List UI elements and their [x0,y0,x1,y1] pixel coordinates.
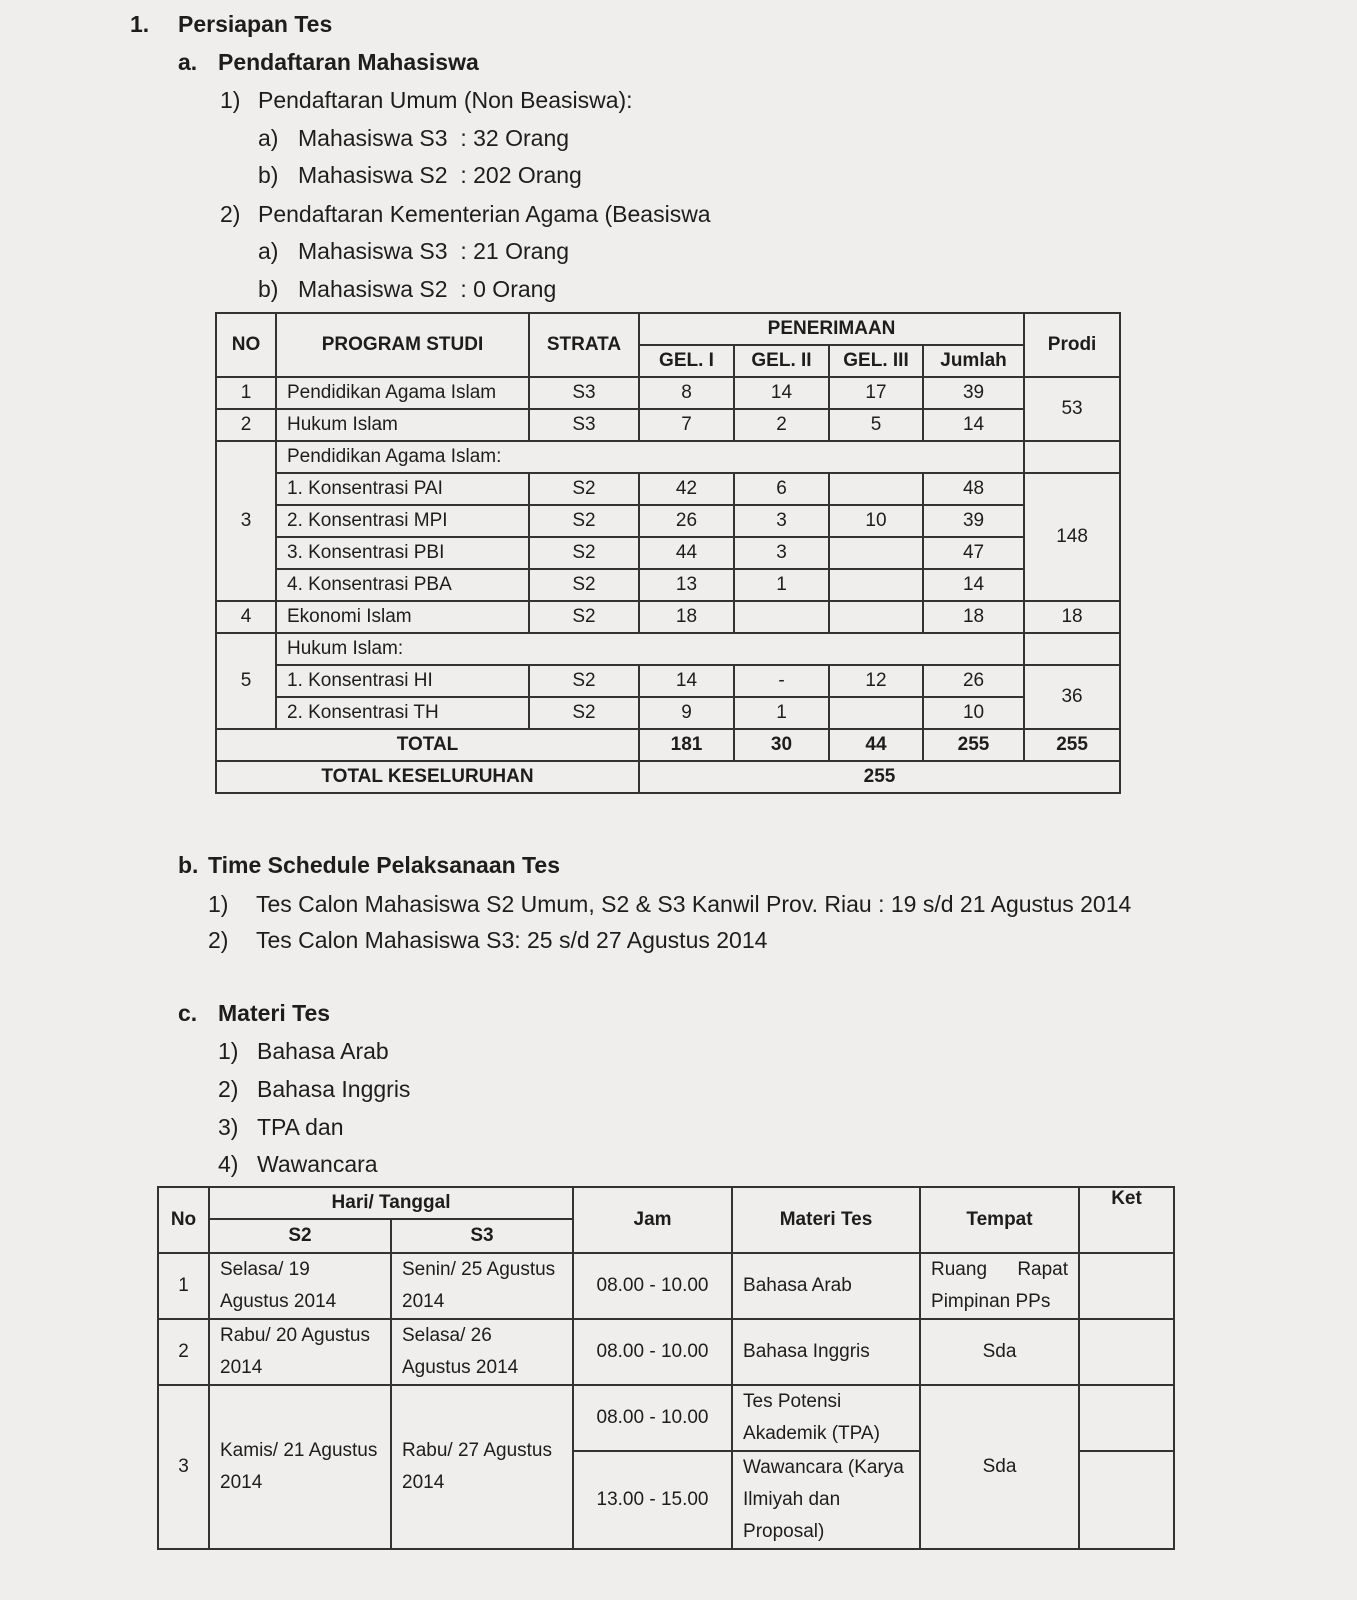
list-item: Bahasa Inggris [257,1076,411,1102]
header-gel3: GEL. III [829,345,923,377]
list-number: a) [258,238,279,264]
header-s2: S2 [209,1219,391,1253]
cell-gel2: 1 [734,569,829,601]
header-prodi: Prodi [1024,313,1120,377]
cell-ket [1079,1451,1174,1549]
table-row [216,569,1120,601]
cell-program: Ekonomi Islam [276,601,529,633]
cell-gel3: 12 [829,665,923,697]
list-number: a) [258,125,279,151]
cell-strata: S3 [529,377,639,409]
cell-ket [1079,1253,1174,1319]
cell-gel3 [829,537,923,569]
cell-gel2: 1 [734,697,829,729]
header-no: No [158,1187,209,1253]
grand-total-row [216,761,1120,793]
header-ket: Ket [1079,1187,1174,1253]
list-number: 2) [220,201,241,227]
table-row [216,473,1120,505]
cell-jumlah: 18 [923,601,1024,633]
cell-prodi: 36 [1024,665,1120,729]
cell-tempat: Sda [920,1385,1079,1549]
cell-strata: S2 [529,537,639,569]
table-row [216,697,1120,729]
cell-strata: S2 [529,473,639,505]
cell-jam: 08.00 - 10.00 [573,1319,732,1385]
header-jumlah: Jumlah [923,345,1024,377]
cell-gel3 [829,473,923,505]
table-row [216,441,1120,473]
table-row [158,1319,1174,1385]
list-number: 2) [208,927,229,953]
cell-program: 4. Konsentrasi PBA [276,569,529,601]
subsection-c-number: c. [178,1000,198,1026]
list-number: b) [258,162,279,188]
cell-program: Hukum Islam [276,409,529,441]
cell-jam: 08.00 - 10.00 [573,1385,732,1451]
cell-jam: 08.00 - 10.00 [573,1253,732,1319]
header-penerimaan: PENERIMAAN [639,313,1024,345]
list-number: b) [258,276,279,302]
cell-no: 3 [216,441,276,601]
cell-gel3 [829,601,923,633]
cell-materi: Bahasa Inggris [732,1319,920,1385]
cell-prodi-empty [1024,633,1120,665]
admissions-table [215,312,1121,794]
cell-jumlah: 39 [923,505,1024,537]
cell-jumlah: 14 [923,409,1024,441]
list-item: Mahasiswa S2 : 202 Orang [298,162,582,188]
cell-no: 2 [216,409,276,441]
cell-prodi: 18 [1024,601,1120,633]
cell-no: 1 [158,1253,209,1319]
cell-gel2: 14 [734,377,829,409]
cell-gel3 [829,697,923,729]
subsection-b-title: Time Schedule Pelaksanaan Tes [208,852,560,878]
total-gel3: 44 [829,729,923,761]
cell-program: Pendidikan Agama Islam [276,377,529,409]
list-item: Mahasiswa S3 : 32 Orang [298,125,570,151]
cell-materi: Bahasa Arab [732,1253,920,1319]
cell-jumlah: 48 [923,473,1024,505]
header-no: NO [216,313,276,377]
list-number: 3) [218,1114,239,1140]
cell-no: 1 [216,377,276,409]
total-jumlah: 255 [923,729,1024,761]
cell-tempat: Ruang Rapat Pimpinan PPs [920,1253,1079,1319]
list-item: Tes Calon Mahasiswa S3: 25 s/d 27 Agustus 2014 [256,927,768,953]
cell-s2-date: Rabu/ 20 Agustus 2014 [209,1319,391,1385]
total-label: TOTAL [216,729,639,761]
cell-ket [1079,1319,1174,1385]
cell-program-group: Pendidikan Agama Islam: [276,441,1024,473]
cell-gel1: 9 [639,697,734,729]
header-materi: Materi Tes [732,1187,920,1253]
cell-strata: S2 [529,601,639,633]
list-item: Wawancara [257,1151,378,1177]
table-row [216,377,1120,409]
cell-jumlah: 26 [923,665,1024,697]
cell-gel3: 17 [829,377,923,409]
list-number: 4) [218,1151,239,1177]
list-item: Tes Calon Mahasiswa S2 Umum, S2 & S3 Kanwil Prov. Riau : 19 s/d 21 Agustus 2014 [256,891,1132,917]
cell-s3-date: Rabu/ 27 Agustus 2014 [391,1385,573,1549]
cell-materi: Tes Potensi Akademik (TPA) [732,1385,920,1451]
total-gel2: 30 [734,729,829,761]
cell-prodi: 53 [1024,377,1120,441]
header-strata: STRATA [529,313,639,377]
cell-jumlah: 39 [923,377,1024,409]
cell-gel1: 18 [639,601,734,633]
cell-jam: 13.00 - 15.00 [573,1451,732,1549]
subsection-c-title: Materi Tes [218,1000,331,1026]
cell-strata: S3 [529,409,639,441]
cell-program: 1. Konsentrasi PAI [276,473,529,505]
list-number: 1) [218,1038,239,1064]
cell-strata: S2 [529,697,639,729]
cell-no: 2 [158,1319,209,1385]
cell-gel1: 44 [639,537,734,569]
section-number: 1. [130,11,150,37]
cell-jumlah: 14 [923,569,1024,601]
cell-program: 1. Konsentrasi HI [276,665,529,697]
header-program: PROGRAM STUDI [276,313,529,377]
cell-s2-date: Kamis/ 21 Agustus 2014 [209,1385,391,1549]
cell-ket [1079,1385,1174,1451]
cell-program-group: Hukum Islam: [276,633,1024,665]
cell-s3-date: Selasa/ 26 Agustus 2014 [391,1319,573,1385]
cell-tempat: Sda [920,1319,1079,1385]
cell-gel2: - [734,665,829,697]
list-number: 1) [208,891,229,917]
cell-strata: S2 [529,665,639,697]
cell-strata: S2 [529,569,639,601]
cell-s2-date: Selasa/ 19 Agustus 2014 [209,1253,391,1319]
cell-gel2: 3 [734,505,829,537]
list-item: Pendaftaran Kementerian Agama (Beasiswa [258,201,711,227]
cell-gel2 [734,601,829,633]
subsection-a-number: a. [178,49,198,75]
cell-program: 2. Konsentrasi MPI [276,505,529,537]
table-row [216,633,1120,665]
cell-prodi-empty [1024,441,1120,473]
cell-gel2: 3 [734,537,829,569]
cell-s3-date: Senin/ 25 Agustus 2014 [391,1253,573,1319]
table-row [216,537,1120,569]
list-item: Bahasa Arab [257,1038,389,1064]
header-gel1: GEL. I [639,345,734,377]
header-s3: S3 [391,1219,573,1253]
cell-jumlah: 10 [923,697,1024,729]
header-tempat: Tempat [920,1187,1079,1253]
schedule-table [157,1186,1175,1550]
grand-total-label: TOTAL KESELURUHAN [216,761,639,793]
header-jam: Jam [573,1187,732,1253]
cell-program: 3. Konsentrasi PBI [276,537,529,569]
cell-gel2: 6 [734,473,829,505]
list-number: 1) [220,87,241,113]
total-row [216,729,1120,761]
table-row [216,505,1120,537]
list-item: Mahasiswa S2 : 0 Orang [298,276,557,302]
total-gel1: 181 [639,729,734,761]
table-row [158,1385,1174,1451]
list-item: TPA dan [257,1114,344,1140]
cell-no: 5 [216,633,276,729]
cell-strata: S2 [529,505,639,537]
header-hari: Hari/ Tanggal [209,1187,573,1219]
list-number: 2) [218,1076,239,1102]
subsection-a-title: Pendaftaran Mahasiswa [218,49,479,75]
list-item: Mahasiswa S3 : 21 Orang [298,238,570,264]
table-row [158,1253,1174,1319]
section-title: Persiapan Tes [178,11,333,37]
cell-gel1: 13 [639,569,734,601]
list-item: Pendaftaran Umum (Non Beasiswa): [258,87,633,113]
cell-jumlah: 47 [923,537,1024,569]
cell-gel2: 2 [734,409,829,441]
total-prodi: 255 [1024,729,1120,761]
table-row [216,665,1120,697]
cell-gel3: 5 [829,409,923,441]
table-row [216,601,1120,633]
cell-no: 4 [216,601,276,633]
header-gel2: GEL. II [734,345,829,377]
cell-gel3 [829,569,923,601]
grand-total-value: 255 [639,761,1120,793]
cell-gel1: 8 [639,377,734,409]
cell-program: 2. Konsentrasi TH [276,697,529,729]
cell-gel3: 10 [829,505,923,537]
cell-gel1: 7 [639,409,734,441]
cell-gel1: 14 [639,665,734,697]
cell-materi: Wawancara (Karya Ilmiyah dan Proposal) [732,1451,920,1549]
cell-gel1: 26 [639,505,734,537]
subsection-b-number: b. [178,852,199,878]
cell-no: 3 [158,1385,209,1549]
cell-prodi: 148 [1024,473,1120,601]
table-row [216,409,1120,441]
cell-gel1: 42 [639,473,734,505]
